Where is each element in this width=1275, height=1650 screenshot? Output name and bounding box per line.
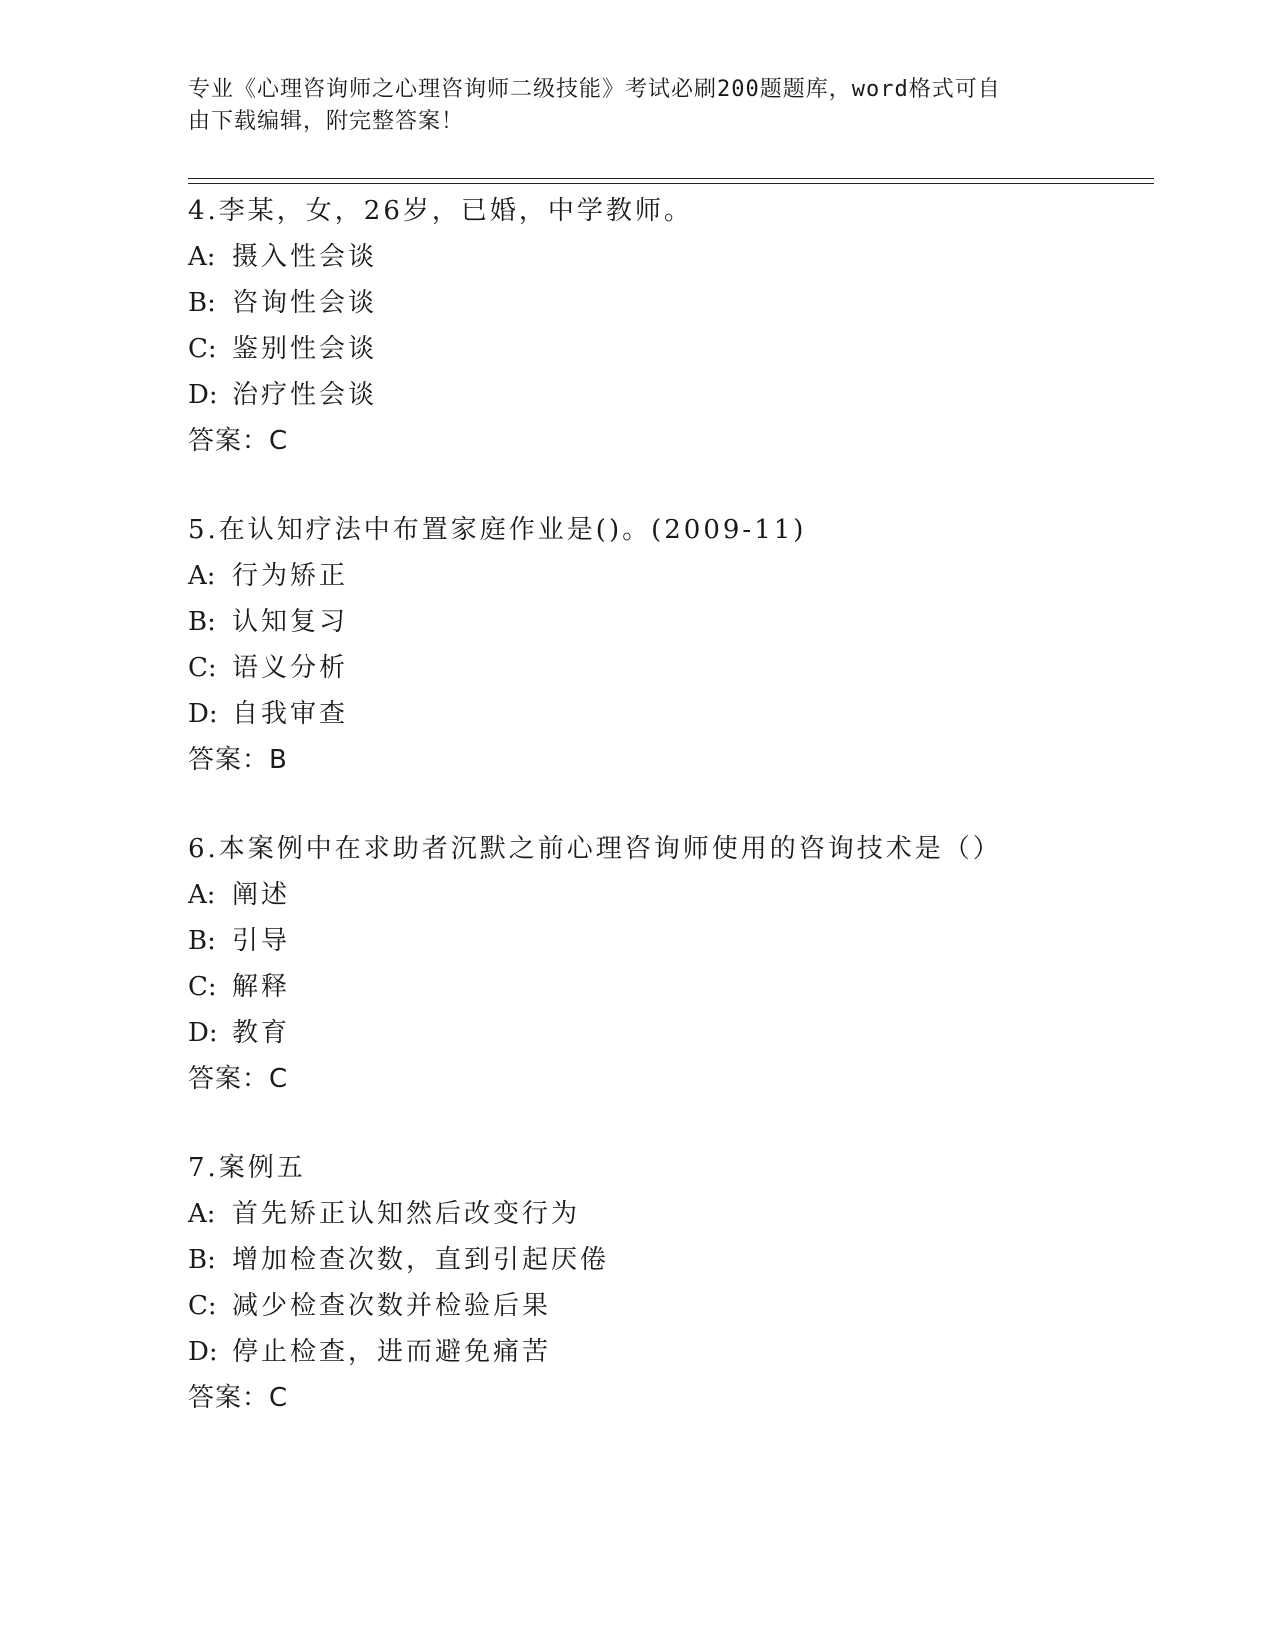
option-d xyxy=(188,372,1148,418)
option-d xyxy=(188,1329,1148,1375)
option-text: 增加检查次数，直到引起厌倦 xyxy=(232,1245,610,1275)
option-b xyxy=(188,280,1148,326)
option-text: 自我审查 xyxy=(232,699,349,729)
option-text: 首先矫正认知然后改变行为 xyxy=(232,1199,581,1229)
option-text: 语义分析 xyxy=(232,653,349,683)
document-header xyxy=(188,74,1068,138)
option-d xyxy=(188,1010,1148,1056)
option-key: C: xyxy=(188,653,217,683)
question-stem: 5.在认知疗法中布置家庭作业是()。(2009-11) xyxy=(188,515,807,545)
option-key: C: xyxy=(188,972,217,1002)
option-c xyxy=(188,964,1148,1010)
question-stem: 6.本案例中在求助者沉默之前心理咨询师使用的咨询技术是（） xyxy=(188,834,1002,864)
option-text: 咨询性会谈 xyxy=(232,288,378,318)
option-text: 认知复习 xyxy=(232,607,349,637)
option-key: A: xyxy=(188,880,216,910)
option-key: D: xyxy=(188,1337,218,1367)
option-key: B: xyxy=(188,926,216,956)
option-text: 治疗性会谈 xyxy=(232,380,378,410)
question-block xyxy=(188,826,1148,1102)
option-a xyxy=(188,234,1148,280)
question-block xyxy=(188,507,1148,783)
option-key: A: xyxy=(188,242,216,272)
option-key: A: xyxy=(188,561,216,591)
option-key: C: xyxy=(188,1291,217,1321)
option-b xyxy=(188,918,1148,964)
option-b xyxy=(188,1237,1148,1283)
header-divider-bottom xyxy=(188,183,1154,184)
option-c xyxy=(188,1283,1148,1329)
option-a xyxy=(188,1191,1148,1237)
question-block xyxy=(188,1145,1148,1421)
header-divider-top xyxy=(188,178,1154,179)
option-key: B: xyxy=(188,1245,216,1275)
option-a xyxy=(188,553,1148,599)
answer-line: 答案：C xyxy=(188,1383,289,1413)
option-text: 摄入性会谈 xyxy=(232,242,378,272)
option-text: 引导 xyxy=(232,926,291,956)
option-a xyxy=(188,872,1148,918)
option-key: B: xyxy=(188,607,216,637)
question-stem: 7.案例五 xyxy=(188,1153,306,1183)
option-key: D: xyxy=(188,1018,218,1048)
question-stem: 4.李某，女，26岁，已婚，中学教师。 xyxy=(188,196,693,226)
header-line-1: 专业《心理咨询师之心理咨询师二级技能》考试必刷200题题库，word格式可自 xyxy=(188,77,1001,102)
option-text: 行为矫正 xyxy=(232,561,349,591)
option-c xyxy=(188,645,1148,691)
answer-line: 答案：B xyxy=(188,745,288,775)
option-key: A: xyxy=(188,1199,216,1229)
header-line-2: 由下载编辑，附完整答案！ xyxy=(188,109,465,134)
option-c xyxy=(188,326,1148,372)
option-key: D: xyxy=(188,380,218,410)
option-text: 阐述 xyxy=(232,880,291,910)
option-text: 解释 xyxy=(232,972,291,1002)
option-text: 停止检查，进而避免痛苦 xyxy=(232,1337,552,1367)
question-block xyxy=(188,188,1148,464)
answer-line: 答案：C xyxy=(188,1064,289,1094)
answer-line: 答案：C xyxy=(188,426,289,456)
option-text: 减少检查次数并检验后果 xyxy=(232,1291,552,1321)
option-text: 教育 xyxy=(232,1018,291,1048)
option-b xyxy=(188,599,1148,645)
option-key: B: xyxy=(188,288,216,318)
option-key: C: xyxy=(188,334,217,364)
option-d xyxy=(188,691,1148,737)
option-key: D: xyxy=(188,699,218,729)
option-text: 鉴别性会谈 xyxy=(232,334,378,364)
